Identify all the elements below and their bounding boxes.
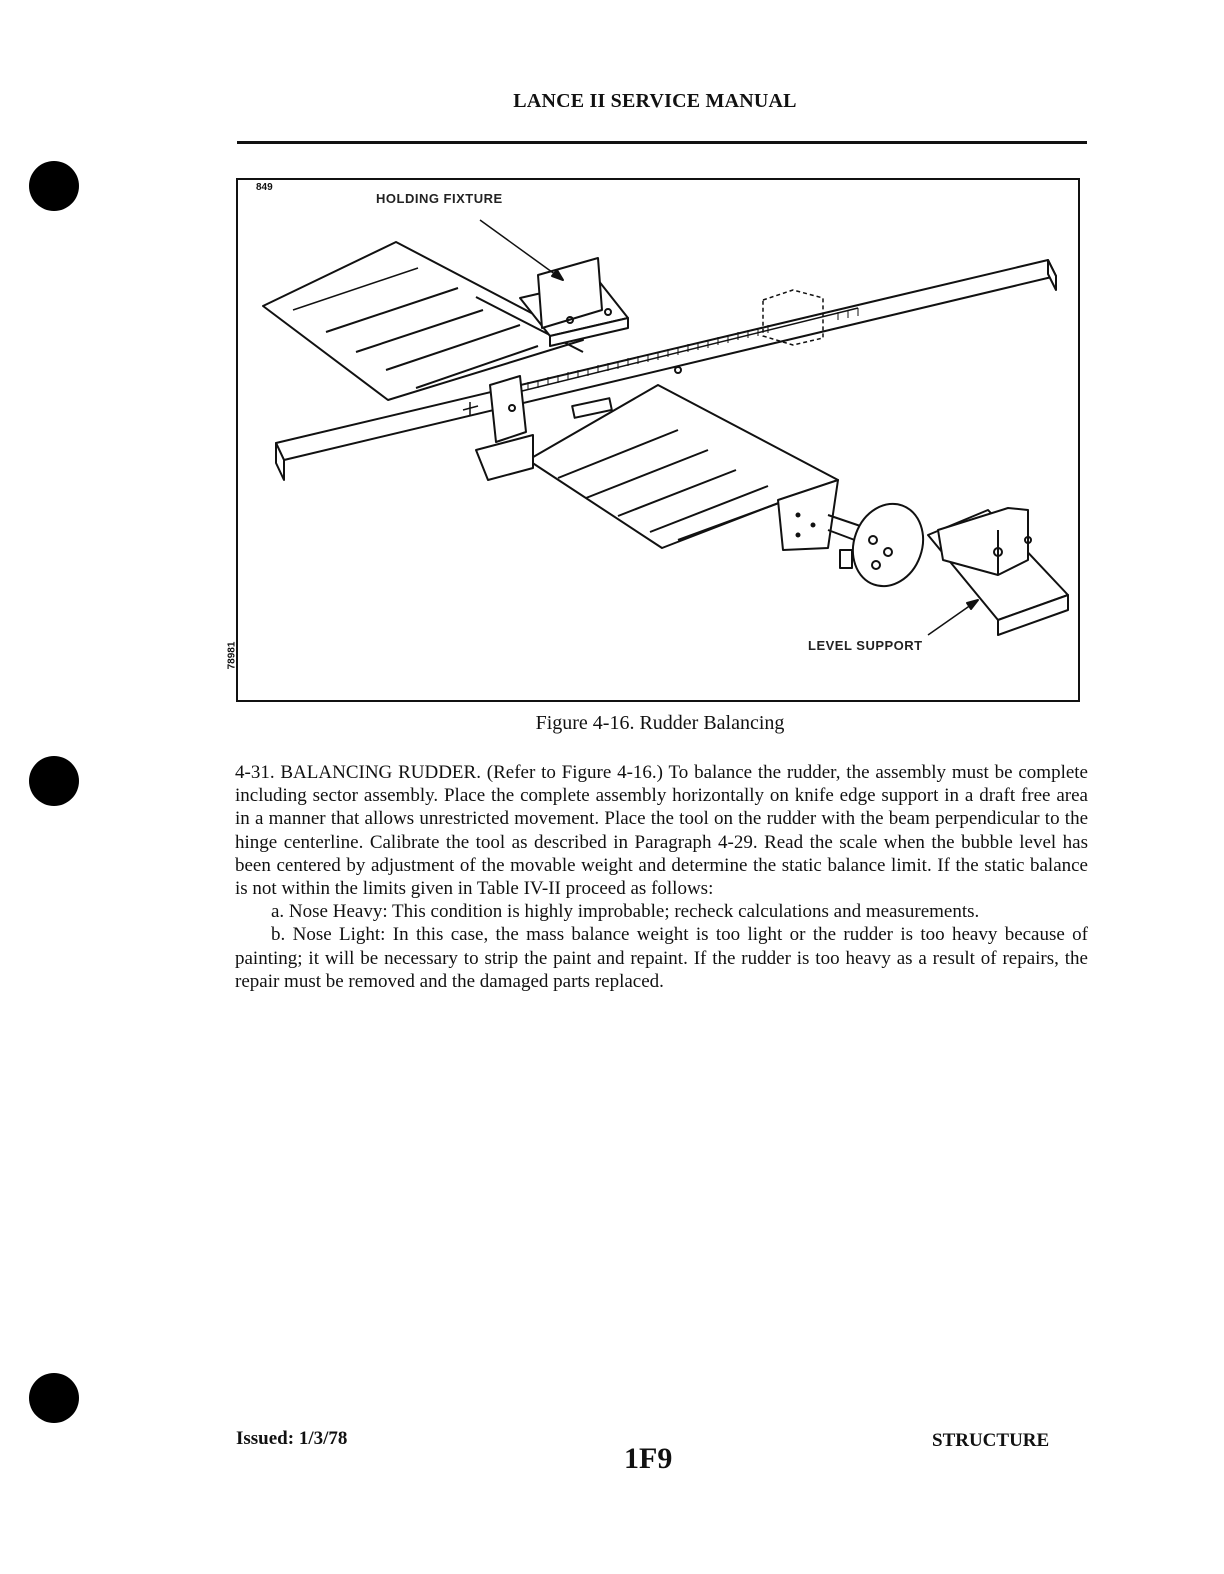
rudder-upper-surface (263, 242, 583, 400)
binder-hole-bottom (29, 1373, 79, 1423)
binder-hole-top (29, 161, 79, 211)
binder-hole-middle (29, 756, 79, 806)
beam-clamp (490, 376, 526, 442)
header-rule (237, 141, 1087, 144)
footer-section: STRUCTURE (932, 1430, 1050, 1451)
rudder-balancing-illustration (238, 180, 1078, 700)
mass-balance-disc (842, 494, 935, 596)
figure-side-code: 78981 (226, 641, 238, 670)
manual-title: LANCE II SERVICE MANUAL (513, 90, 797, 112)
figure-caption: Figure 4-16. Rudder Balancing (535, 712, 785, 734)
item-nose-light: b. Nose Light: In this case, the mass balance weight is too light or the rudder is too heavy because of painting; it will be necessary to strip the paint and repaint. If the rudder is too heavy as a result of repairs, the repair must be removed and the damaged parts replaced. (235, 924, 1088, 992)
footer-issued-date: Issued: 1/3/78 (236, 1428, 348, 1449)
figure-frame (236, 178, 1080, 702)
figure-code: 849 (256, 182, 273, 193)
item-nose-heavy: a. Nose Heavy: This condition is highly improbable; recheck calculations and measurements. (271, 901, 980, 923)
label-holding-fixture: HOLDING FIXTURE (376, 191, 503, 206)
footer-page-code: 1F9 (624, 1442, 673, 1475)
body-text (235, 761, 1088, 993)
paragraph-4-31: 4-31. BALANCING RUDDER. (Refer to Figure 4-16.) To balance the rudder, the assembly must be complete including sector assembly. Place the complete assembly horizontally on knife edge support in a draft free area in a manner that allows unrestricted movement. Place the tool on the rudder with the beam perpendicular to the hinge centerline. Calibrate the tool as described in Paragraph 4-29. Read the scale when the bubble level has been centered by adjustment of the movable weight and determine the static balance limit. If the static balance is not within the limits given in Table IV-II proceed as follows: (235, 762, 1088, 900)
label-level-support: LEVEL SUPPORT (808, 638, 923, 653)
